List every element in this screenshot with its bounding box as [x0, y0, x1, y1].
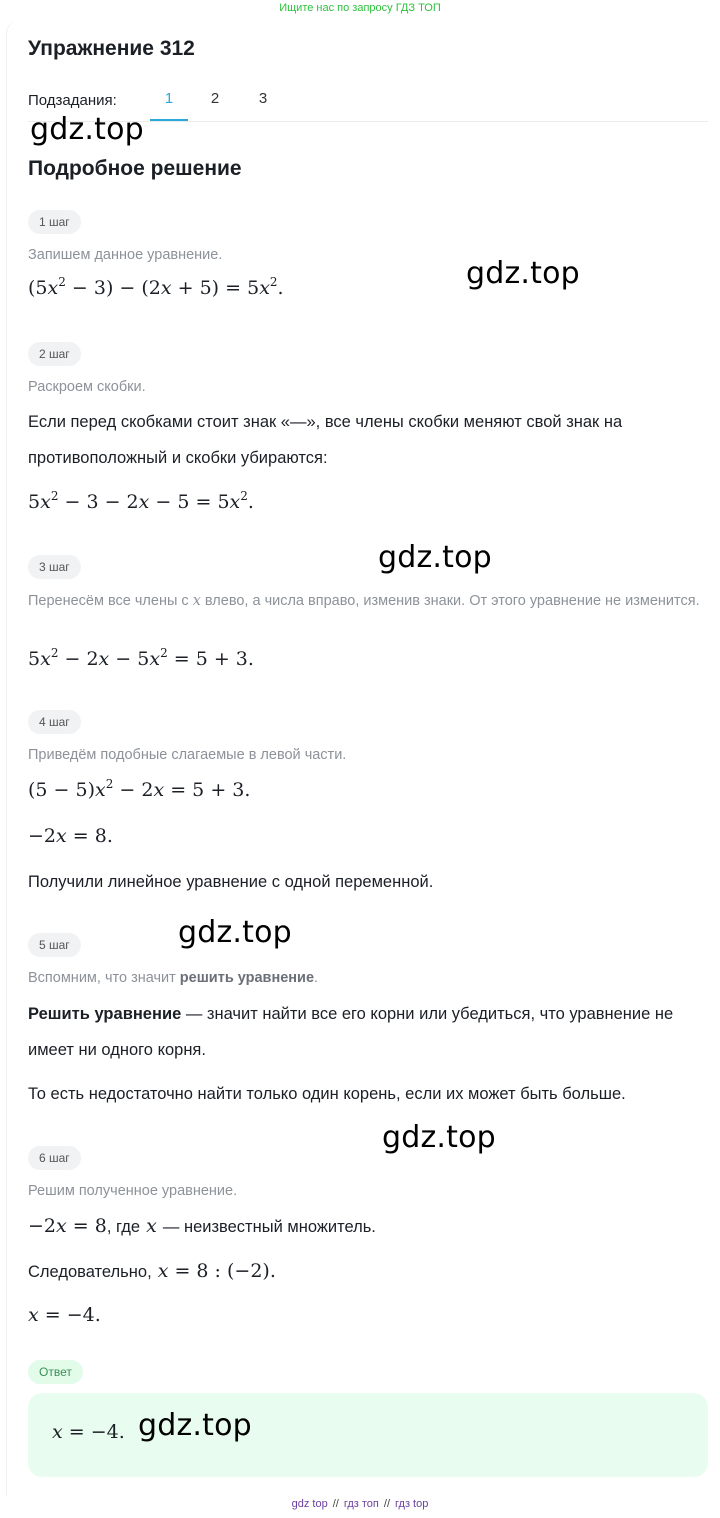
definition-text: Решить уравнение — значит найти все его корни или убедиться, что уравнение не имеет ни одного корня.	[28, 1005, 674, 1059]
footer-link[interactable]: гдз топ	[343, 1498, 379, 1510]
answer-box	[28, 1393, 708, 1477]
subtask-tab-2[interactable]: 2	[210, 90, 220, 107]
subtasks-label: Подзадания:	[28, 92, 117, 109]
equation: $(5x^2 - 3) - (2x + 5) = 5x^2$.	[28, 275, 284, 299]
step-hint: Приведём подобные слагаемые в левой части.	[28, 747, 347, 763]
step-hint: Решим полученное уравнение.	[28, 1183, 238, 1199]
step-badge: 3 шаг	[28, 555, 81, 579]
equation: $5x^2 - 3 - 2x - 5 = 5x^2$.	[28, 489, 254, 513]
step-hint: Раскроем скобки.	[28, 379, 146, 395]
watermark: gdz.top	[178, 915, 292, 950]
footer-separator: //	[332, 1498, 339, 1510]
step-text: То есть недостаточно найти только один корень, если их может быть больше.	[28, 1085, 626, 1103]
step-hint: Запишем данное уравнение.	[28, 247, 223, 263]
footer-separator: //	[383, 1498, 391, 1510]
answer-equation: x = −4.	[52, 1421, 125, 1443]
step-badge: 6 шаг	[28, 1146, 81, 1170]
step-hint: Вспомним, что значит решить уравнение.	[28, 970, 319, 986]
step-badge: 5 шаг	[28, 933, 81, 957]
equation: x = −4.	[28, 1304, 101, 1326]
watermark: gdz.top	[382, 1120, 496, 1155]
equation: −2x = 8, где x — неизвестный множитель.	[28, 1215, 376, 1237]
top-banner[interactable]: Ищите нас по запросу ГДЗ ТОП	[279, 2, 441, 14]
footer-links	[0, 1498, 720, 1510]
subtask-tab-3[interactable]: 3	[258, 90, 268, 107]
section-title: Подробное решение	[28, 157, 242, 180]
equation: Следовательно, x = 8 : (−2).	[28, 1260, 276, 1282]
answer-badge: Ответ	[28, 1360, 83, 1384]
step-text: Получили линейное уравнение с одной переменной.	[28, 873, 434, 891]
watermark: gdz.top	[30, 112, 144, 147]
watermark: gdz.top	[466, 256, 580, 291]
watermark: gdz.top	[378, 540, 492, 575]
equation: $(5 - 5)x^2 - 2x = 5 + 3$.	[28, 777, 251, 801]
step-badge: 4 шаг	[28, 710, 81, 734]
equation: $5x^2 - 2x - 5x^2 = 5 + 3$.	[28, 646, 254, 670]
footer-link[interactable]: гдз top	[395, 1498, 429, 1510]
footer-link[interactable]: gdz top	[291, 1498, 328, 1510]
watermark: gdz.top	[138, 1408, 252, 1443]
step-hint: Перенесём все члены с x влево, а числа вправо, изменив знаки. От этого уравнение не изменится.	[28, 593, 700, 609]
step-text: Если перед скобками стоит знак «—», все члены скобки меняют свой знак на противоположный и скобки убираются:	[28, 413, 623, 467]
page-title: Упражнение 312	[28, 37, 195, 60]
step-badge: 1 шаг	[28, 210, 81, 234]
subtask-tab-1[interactable]: 1	[150, 90, 188, 121]
equation: −2x = 8.	[28, 825, 113, 847]
step-badge: 2 шаг	[28, 342, 81, 366]
